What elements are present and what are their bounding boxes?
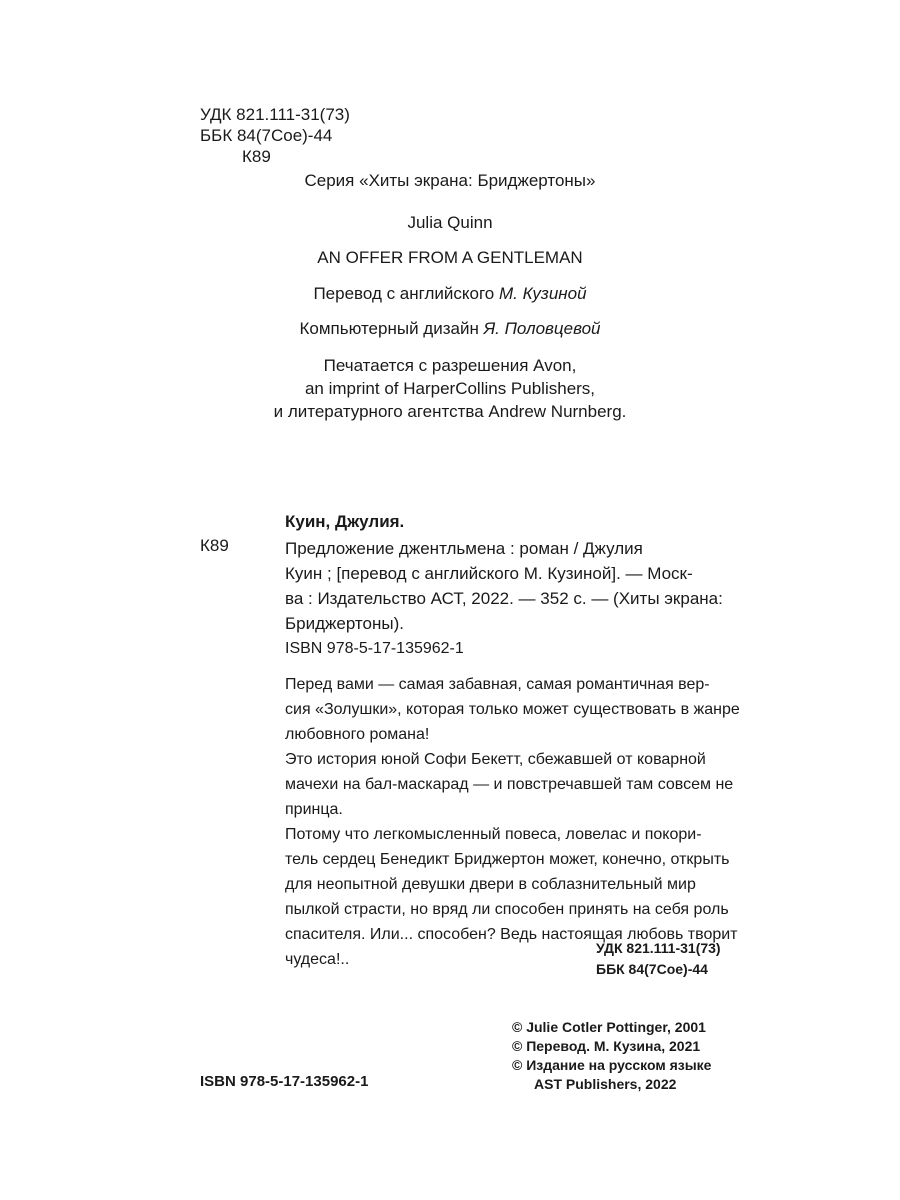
udk-code-bold: УДК 821.111-31(73) [596, 940, 721, 956]
header-codes [200, 104, 350, 167]
annotation-line: Перед вами — самая забавная, самая романтичная вер- [285, 676, 710, 693]
permission-line: Печатается с разрешения Avon, [323, 356, 577, 375]
catalog-description [285, 536, 747, 636]
series-line: Серия «Хиты экрана: Бриджертоны» [304, 171, 596, 190]
annotation-line: чудеса!.. [285, 951, 350, 968]
design-prefix: Компьютерный дизайн [299, 319, 479, 338]
copyright-line: © Перевод. М. Кузина, 2021 [512, 1038, 701, 1054]
description-line: ва : Издательство АСТ, 2022. — 352 с. — (Хиты экрана: [285, 589, 723, 608]
bbk-code-bold: ББК 84(7Сое)-44 [596, 961, 708, 977]
annotation-line: спасителя. Или... способен? Ведь настоящая любовь творит [285, 926, 738, 943]
translation-prefix: Перевод с английского [313, 284, 495, 303]
annotation-line: Потому что легкомысленный повеса, ловелас и покори- [285, 826, 702, 843]
description-line: Предложение джентльмена : роман / Джулия [285, 539, 643, 558]
title-english: AN OFFER FROM A GENTLEMAN [317, 248, 583, 267]
translation-credit [200, 284, 700, 304]
catalog-isbn: ISBN 978-5-17-135962-1 [285, 640, 464, 657]
annotation-line: тель сердец Бенедикт Бриджертон может, конечно, открыть [285, 851, 730, 868]
classification-box [596, 938, 721, 980]
translator-name: М. Кузиной [499, 284, 587, 303]
bbk-code: ББК 84(7Сое)-44 [200, 126, 333, 145]
annotation-line: мачехи на бал-маскарад — и повстречавшей там совсем не [285, 776, 734, 793]
annotation-line: любовного романа! [285, 726, 430, 743]
copyright-block [512, 1018, 711, 1094]
permission-notice [200, 354, 700, 423]
designer-name: Я. Половцевой [483, 319, 601, 338]
isbn-bottom: ISBN 978-5-17-135962-1 [200, 1073, 369, 1090]
annotation-line: принца. [285, 801, 343, 818]
copyright-line: © Издание на русском языке [512, 1057, 712, 1073]
permission-line: an imprint of HarperCollins Publishers, [304, 379, 596, 398]
catalog-author: Куин, Джулия. [285, 512, 405, 531]
design-credit [200, 319, 700, 339]
annotation [285, 672, 747, 972]
annotation-line: для неопытной девушки двери в соблазнительный мир [285, 876, 696, 893]
description-line: Бриджертоны). [285, 614, 404, 633]
annotation-paragraph-1 [285, 672, 747, 747]
description-line: Куин ; [перевод с английского М. Кузиной]. — Моск- [285, 564, 693, 583]
copyright-line: AST Publishers, 2022 [534, 1076, 677, 1092]
annotation-paragraph-2 [285, 747, 747, 822]
annotation-line: Это история юной Софи Бекетт, сбежавшей от коварной [285, 751, 706, 768]
catalog-code: К89 [200, 536, 229, 555]
copyright-line: © Julie Cotler Pottinger, 2001 [512, 1019, 706, 1035]
author-english: Julia Quinn [407, 213, 493, 232]
annotation-line: сия «Золушки», которая только может существовать в жанре [285, 701, 740, 718]
permission-line: и литературного агентства Andrew Nurnberg. [273, 402, 627, 421]
udk-code: УДК 821.111-31(73) [200, 105, 350, 124]
author-mark: К89 [242, 147, 271, 166]
annotation-line: пылкой страсти, но вряд ли способен принять на себя роль [285, 901, 729, 918]
